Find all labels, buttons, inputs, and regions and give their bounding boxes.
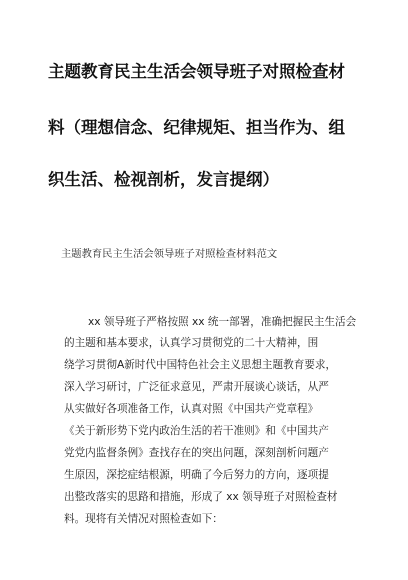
document-subtitle: 主题教育民主生活会领导班子对照检查材料范文 (61, 248, 278, 260)
body-line-9: 出整改落实的思路和措施，形成了 xx 领导班子对照检查材 (64, 491, 338, 503)
document-title-line-3: 织生活、检视剖析，发言提纲） (48, 170, 279, 189)
body-line-2: 的主题和基本要求，认真学习贯彻党的二十大精神，围 (64, 337, 319, 349)
body-line-5: 从实做好各项准备工作，认真对照《中国共产党章程》 (64, 403, 319, 415)
body-line-1: xx 领导班子严格按照 xx 统一部署，准确把握民主生活会 (88, 316, 357, 328)
body-line-6: 《关于新形势下党内政治生活的若干准则》和《中国共产 (64, 425, 329, 437)
document-title-line-1: 主题教育民主生活会领导班子对照检查材 (48, 62, 345, 81)
body-line-3: 绕学习贯彻A新时代中国特色社会主义思想主题教育要求， (64, 359, 337, 371)
body-line-8: 生原因，深挖症结根源，明确了今后努力的方向，逐项提 (64, 469, 329, 481)
body-line-4: 深入学习研讨，广泛征求意见，严肃开展谈心谈话，从严 (64, 381, 329, 393)
body-line-10: 料。现将有关情况对照检查如下： (64, 513, 223, 525)
document-title-line-2: 料（理想信念、纪律规矩、担当作为、组 (48, 118, 345, 137)
body-line-7: 党党内监督条例》查找存在的突出问题，深刻剖析问题产 (64, 447, 329, 459)
